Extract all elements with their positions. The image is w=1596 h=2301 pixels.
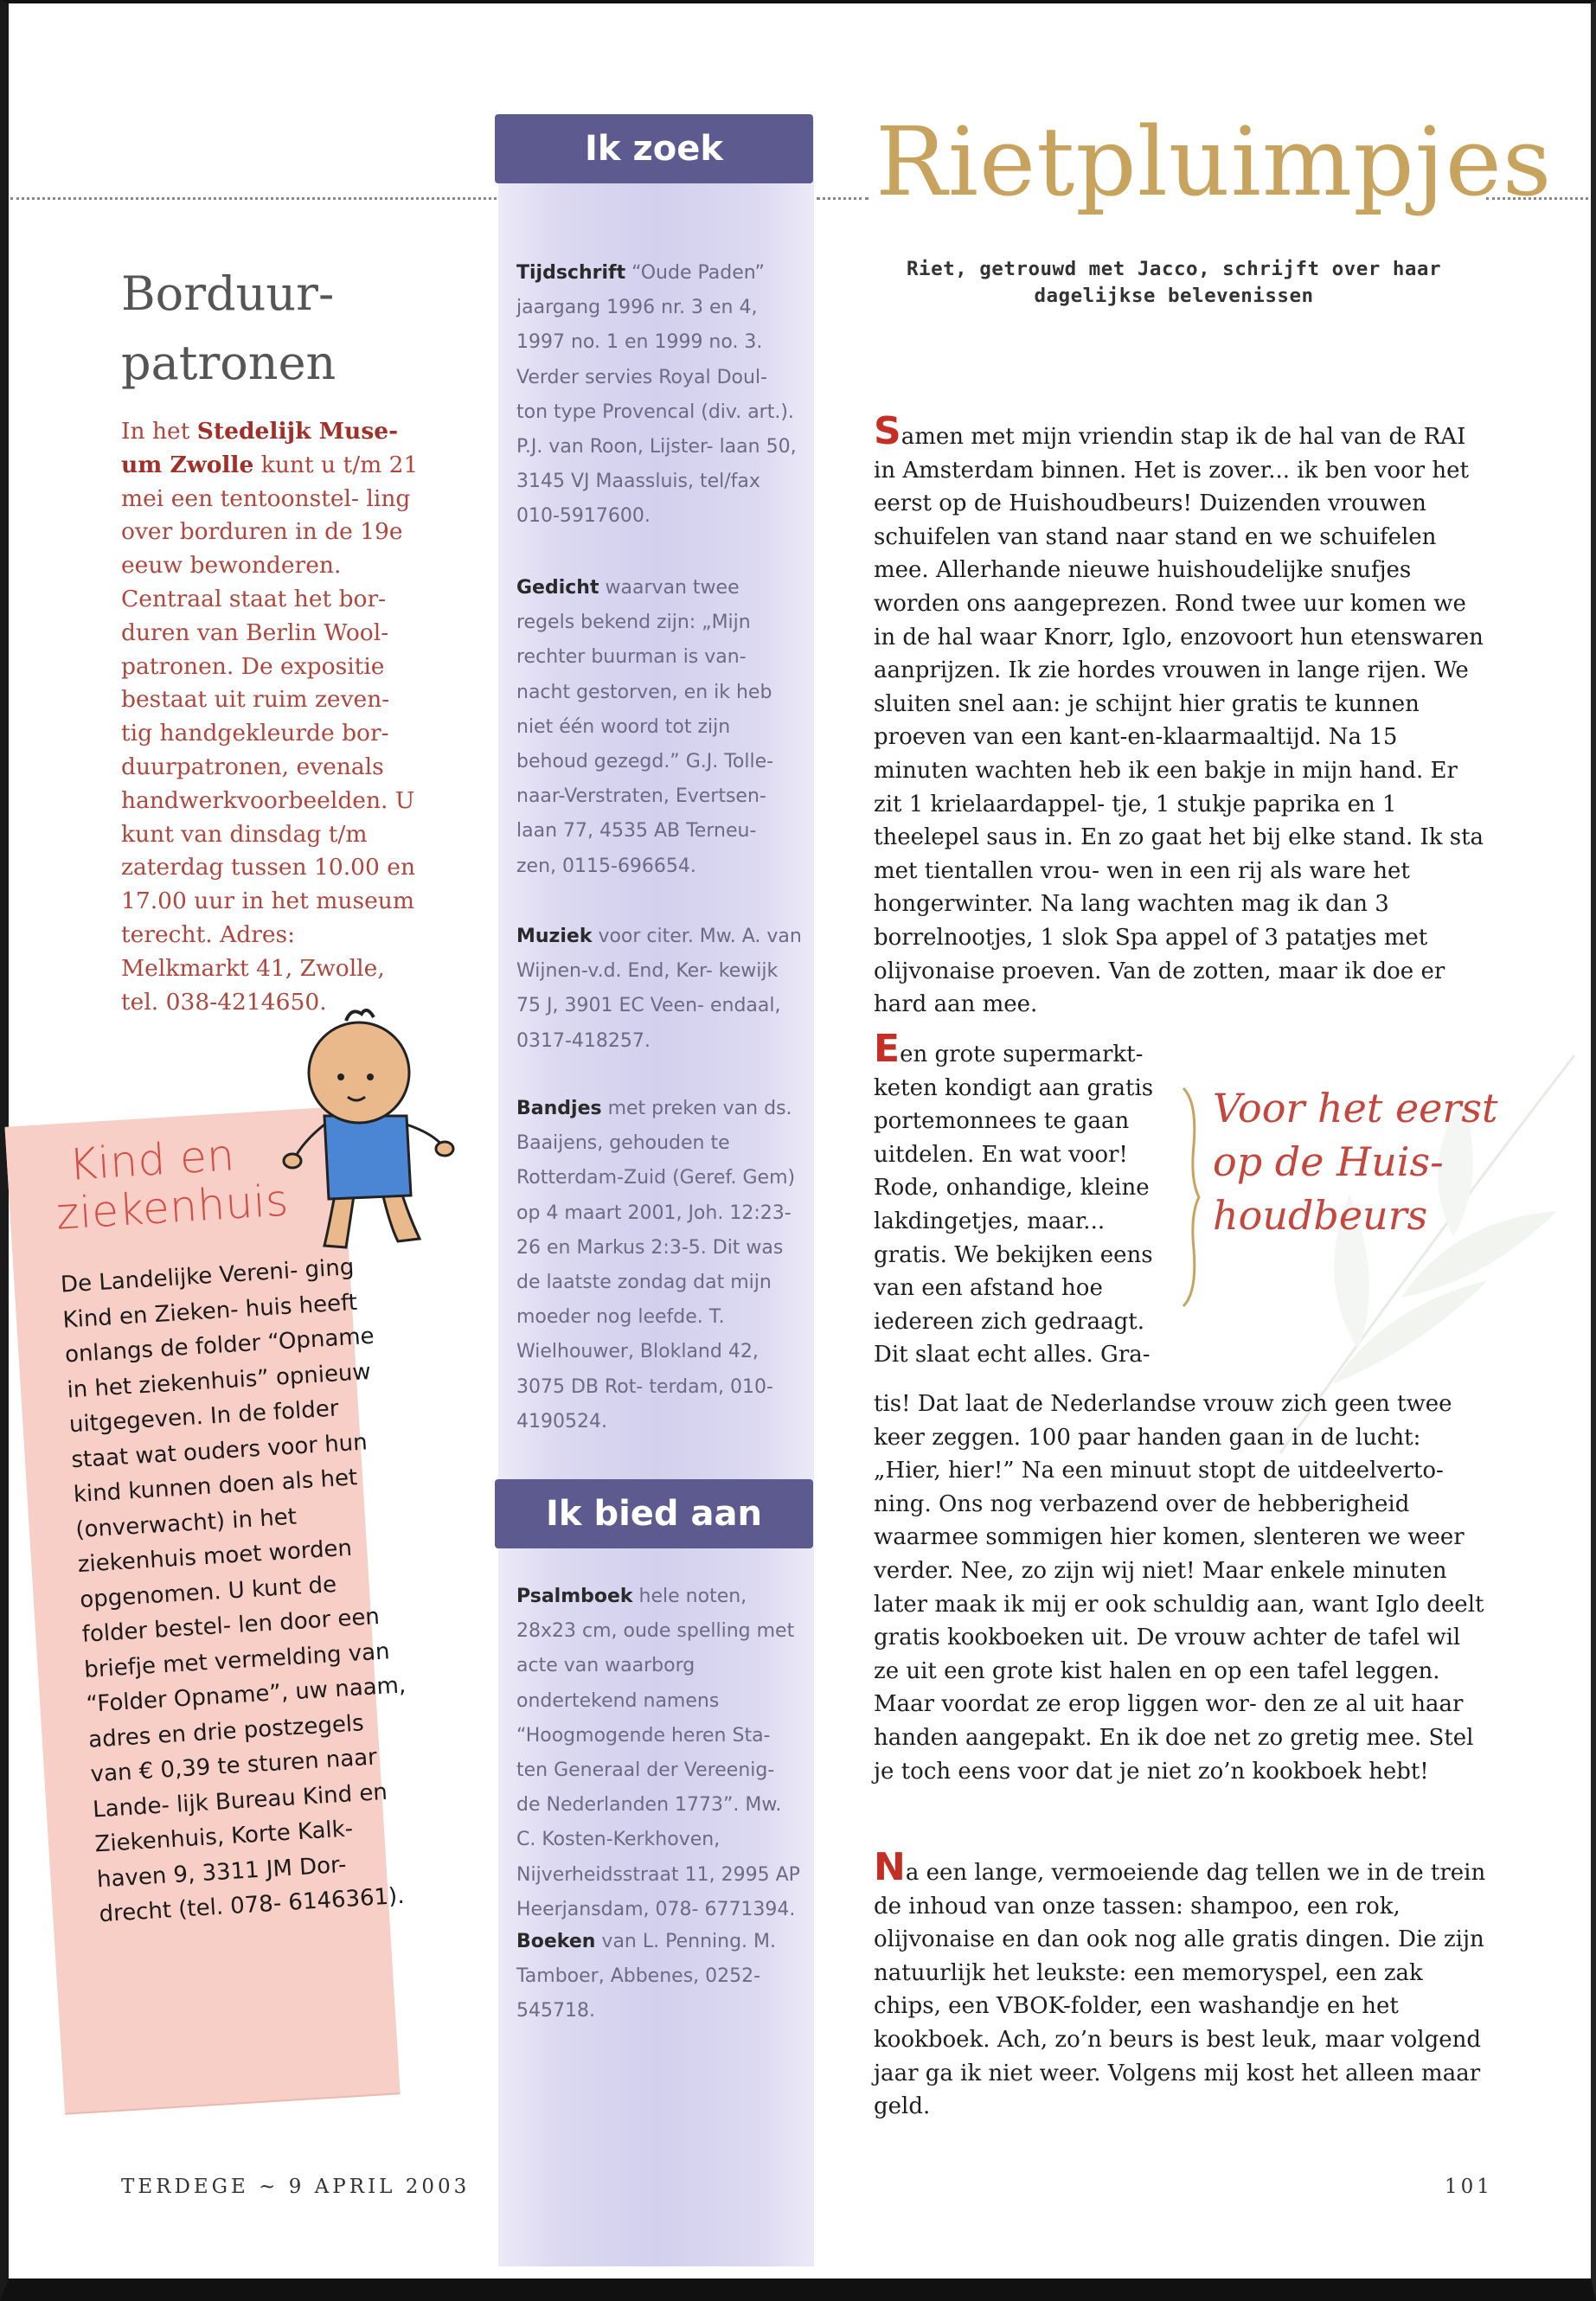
zoek-item-text: voor citer. Mw. A. van Wijnen-v.d. End, Ker- kewijk 75 J, 3901 EC Veen- endaal, 0317-418257. xyxy=(516,926,802,1052)
footer-publication: TERDEGE ~ 9 APRIL 2003 xyxy=(121,2176,471,2198)
article-paragraph-1 xyxy=(874,409,1490,1022)
zoek-item-text: met preken van ds. Baaijens, gehouden te Rotterdam-Zuid (Geref. Gem) op 4 maart 2001, Joh. 12:23-26 en Markus 2:3-5. Dit was de laatste zondag dat mijn moeder nog leefde. T. Wielhouwer, Blokland 42, 3075 DB Rot- terdam, 010-4190524. xyxy=(516,1098,796,1433)
drop-cap: E xyxy=(874,1027,901,1071)
ik-bied-aan-header: Ik bied aan xyxy=(495,1479,813,1548)
ik-zoek-header: Ik zoek xyxy=(495,114,813,183)
baby-head xyxy=(309,1022,409,1123)
museum-name: Stedelijk Muse- um Zwolle xyxy=(121,418,399,478)
rietpluimpjes-title: Rietpluimpjes xyxy=(875,106,1553,217)
title-line-1: Borduur- xyxy=(121,266,335,321)
bied-item-boeken xyxy=(516,1925,802,2029)
zoek-item-lead: Bandjes xyxy=(516,1098,602,1119)
bied-item-lead: Boeken xyxy=(516,1931,596,1952)
borduurpatronen-body xyxy=(121,415,420,1019)
paragraph-text: en grote supermarkt- keten kondigt aan gratis portemonnees te gaan uitdelen. En wat voor! Rode, onhandige, kleine lakdingetjes, maar... gratis. We bekijken eens van een afstand hoe iedereen zich gedraagt. Dit slaat echt alles. Gra- xyxy=(874,1042,1154,1368)
zoek-item-gedicht xyxy=(516,571,802,884)
page-number: 101 xyxy=(1445,2176,1493,2198)
article-paragraph-2-rest: tis! Dat laat de Nederlandse vrouw zich geen twee keer zeggen. 100 paar handen gaan in de lucht: „Hier, hier!” Na een minuut stopt de uitdeelverto- ning. Ons nog verbazend over de hebberigheid waarmee sommigen hier komen, slenteren we weer verder. Nee, zo zijn wij niet! Maar enkele minuten later maak ik mij er ook schuldig aan, want Iglo deelt gratis kookboeken uit. De vrouw achter de tafel wil ze uit een grote kist halen en op een tafel leggen. Maar voordat ze erop liggen wor- den ze al uit haar handen aangepakt. En ik doe net zo gretig mee. Stel je toch eens voor dat je niet zo’n kookboek hebt! xyxy=(874,1391,1484,1785)
drop-cap: N xyxy=(874,1845,906,1889)
pull-quote-brace xyxy=(1178,1085,1202,1310)
paragraph-text: amen met mijn vriendin stap ik de hal van de RAI in Amsterdam binnen. Het is zover... ik ben voor het eerst op de Huishoudbeurs! Duizenden vrouwen schuifelen van stand naar stand en we schuifelen mee. Allerhande nieuwe huishoudelijke snufjes worden ons aangeprezen. Rond twee uur komen we in de hal waar Knorr, Iglo, enzovoort hun etenswaren aanprijzen. Ik zie hordes vrouwen in lange rijen. We sluiten snel aan: je schijnt hier gratis te kunnen proeven van een kant-en-klaarmaaltijd. Na 15 minuten wachten heb ik een bakje in mijn hand. Er zit 1 krielaardappel- tje, 1 stukje paprika en 1 theelepel saus in. En zo gaat het bij elke stand. Ik sta met tientallen vrou- wen in een rij als ware het hongerwinter. Na lang wachten mag ik dan 3 borrelnootjes, 1 slok Spa appel of 3 patatjes met olijvonaise proeven. Van de zotten, maar ik doe er hard aan mee. xyxy=(874,424,1484,1018)
bied-item-psalmboek xyxy=(516,1580,802,1927)
kind-en-ziekenhuis-body: De Landelijke Vereni- ging Kind en Zieken- huis heeft onlangs de folder “Opname in het ziekenhuis” opnieuw uitgegeven. In de folder staat wat ouders voor hun kind kunnen doen als het (onverwacht) in het ziekenhuis moet worden opgenomen. U kunt de folder bestel- len door een briefje met vermelding van “Folder Opname”, uw naam, adres en drie postzegels van € 0,39 te sturen naar Lande- lijk Bureau Kind en Ziekenhuis, Korte Kalk- haven 9, 3311 JM Dor- drecht (tel. 078- 6146361). xyxy=(60,1253,407,1928)
pull-quote: Voor het eerst op de Huis- houdbeurs xyxy=(1213,1085,1498,1239)
zoek-item-tijdschrift xyxy=(516,256,802,535)
article-paragraph-2-start xyxy=(874,1027,1168,1372)
title-line-2: patronen xyxy=(121,336,337,390)
borduurpatronen-title xyxy=(121,260,407,398)
bied-item-text: hele noten, 28x23 cm, oude spelling met acte van waarborg ondertekend namens “Hoogmogende heren Sta- ten Generaal der Vereenig- de Nederlanden 1773”. Mw. C. Kosten-Kerkhoven, Nijverheidsstraat 11, 2995 AP Heerjansdam, 078- 6771394. xyxy=(516,1586,800,1920)
bied-item-text: van L. Penning. M. Tamboer, Abbenes, 0252- 545718. xyxy=(516,1931,776,2022)
kz-title-line-2: ziekenhuis xyxy=(54,1175,291,1240)
zoek-item-lead: Gedicht xyxy=(516,577,599,599)
bied-item-lead: Psalmboek xyxy=(516,1586,633,1607)
body-text: kunt u t/m 21 mei een tentoonstel- ling over borduren in de 19e eeuw bewonderen. Centraal staat het bor- duren van Berlin Wool- patronen. De expositie bestaat uit ruim zeven- tig handgekleurde bor- duurpatronen, evenals handwerkvoorbeelden. U kunt van dinsdag t/m zaterdag tussen 10.00 en 17.00 uur in het museum terecht. Adres: Melkmarkt 41, Zwolle, tel. 038-4214650. xyxy=(121,451,419,1016)
baby-dress xyxy=(324,1116,411,1199)
rietpluimpjes-subtitle: Riet, getrouwd met Jacco, schrijft over haar dagelijkse belevenissen xyxy=(906,258,1442,307)
zoek-item-lead: Tijdschrift xyxy=(516,262,626,284)
body-intro: In het xyxy=(121,418,197,445)
article-paragraph-3 xyxy=(874,1845,1490,2124)
baby-eye xyxy=(337,1074,344,1080)
zoek-item-text: “Oude Paden” jaargang 1996 nr. 3 en 4, 1997 no. 1 en 1999 no. 3. Verder servies Royal Doul- ton type Provencal (div. art.). P.J. van Roon, Lijster- laan 50, 3145 VJ Maassluis, tel/fax 010-5917600. xyxy=(516,262,797,528)
kz-title-line-1: Kind en xyxy=(67,1130,237,1190)
zoek-item-bandjes xyxy=(516,1092,802,1439)
baby-eye xyxy=(367,1074,374,1080)
zoek-item-muziek xyxy=(516,920,802,1059)
dotted-rule-middle xyxy=(817,197,869,200)
dotted-rule-left xyxy=(10,197,497,200)
baby-illustration xyxy=(277,995,458,1263)
paragraph-text: a een lange, vermoeiende dag tellen we in de trein de inhoud van onze tassen: shampoo, een rok, olijvonaise en dan ook nog alle gratis dingen. Die zijn natuurlijk het leukste: een memoryspel, een zak chips, een VBOK-folder, een washandje en het kookboek. Ach, zo’n beurs is best leuk, maar volgend jaar ga ik niet weer. Volgens mij kost het alleen maar geld. xyxy=(874,1860,1486,2120)
zoek-item-lead: Muziek xyxy=(516,926,593,947)
drop-cap: S xyxy=(874,409,901,453)
zoek-item-text: waarvan twee regels bekend zijn: „Mijn rechter buurman is van- nacht gestorven, en ik heb niet één woord tot zijn behoud gezegd.” G.J. Tolle- naar-Verstraten, Evertsen- laan 77, 4535 AB Terneu- zen, 0115-696654. xyxy=(516,577,774,877)
